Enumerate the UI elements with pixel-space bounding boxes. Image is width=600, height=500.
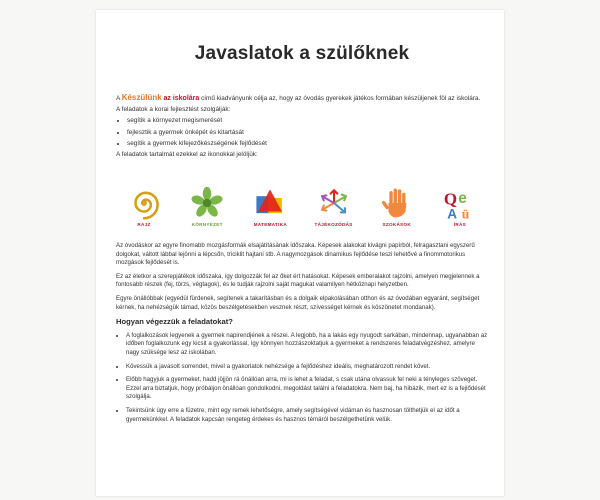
flower-icon — [189, 186, 225, 220]
areas-list — [116, 116, 488, 148]
intro-paragraph: A Készülünk az iskolára című kiadványunk célja az, hogy az óvodás gyerekek játékos formában készüljenek föl az iskolára. — [116, 93, 481, 102]
list-item: • segítik a gyermek kifejezőkészségének fejlődését — [127, 139, 488, 148]
tips-list — [116, 332, 488, 424]
svg-text:A: A — [447, 206, 458, 220]
svg-text:e: e — [458, 190, 467, 207]
list-item: • Tekintsünk úgy erre a füzetre, mint egy remek lehetőségre, amely segítségével vidáman és hasznosan tölthetjük el az időt a gyermekünkkel. A feladatok kapcsán rengeteg érdekes és hasznos témáról beszélgethetünk velük. — [126, 407, 488, 424]
icon-item-iras — [432, 186, 488, 238]
icon-item-szokasok — [369, 186, 425, 238]
brand-school: az iskolára — [163, 95, 200, 102]
document-page — [96, 10, 504, 496]
list-item: • Kövessük a javasolt sorrendet, mivel a gyakorlatok nehézsége a fejlődéshez ideális, meghatározott rendet követ. — [126, 363, 488, 372]
icon-legend — [116, 186, 488, 238]
svg-text:ü: ü — [461, 206, 470, 220]
list-item: • A foglalkozások legyenek a gyermek napirendjének a részei. A legjobb, ha a lakás egy nyugodt sarkában, mindennap, ugyanabban az időben foglalkozunk egy kicsit a gyakorlással, így könnyen hozzászoktatjuk a gyermeket a rendszeres feladatvégzéshez, amelyre nagy szüksége lesz az iskolában. — [126, 332, 488, 358]
svg-text:Q: Q — [443, 189, 458, 209]
icon-item-rajz — [116, 186, 172, 238]
intro-lead: A feladatok a korai fejlesztést szolgálják: — [116, 106, 231, 114]
icon-label: RAJZ — [137, 222, 151, 227]
brand-word: Készülünk — [121, 93, 162, 102]
body-paragraph: Az óvodáskor az egyre finomabb mozgásformák elsajátításának időszaka. Képesek alakokat kivágni papírból, felragasztani egyszerű dolgokat, váltott lábbal lejönni a lépcsőn, triciklit hajtani stb. A nagymozgások dinamikus fejlődése teszi lehetővé a finommotorikus mozgások fejlődését is. — [116, 242, 475, 267]
spiral-icon — [126, 186, 162, 220]
intro-section — [116, 93, 488, 161]
icon-label: KÖRNYEZET — [191, 222, 223, 227]
body-section — [116, 242, 488, 429]
letters-icon — [442, 186, 478, 220]
icon-item-matematika — [242, 186, 298, 238]
body-paragraph: Egyre önállóbbak (egyedül fürdenek, segítenek a takarításban és a dolgaik elpakolásában otthon és az óvodában egyaránt, segítséget kérnek, ha nehézségük támad, közös beszélgetésekben vesznek részt, szívességet kérnek és köszönetet mondanak). — [116, 294, 480, 311]
section-heading: Hogyan végezzük a feladatokat? — [116, 317, 233, 327]
icon-item-kornyezet — [179, 186, 235, 238]
icon-label: TÁJÉKOZÓDÁS — [314, 222, 353, 227]
list-item: • fejlesztik a gyermek önképét és kitartását — [127, 128, 488, 137]
intro-closing: A feladatok tartalmát ezekkel az ikonokkal jelöljük: — [116, 151, 258, 159]
icon-label: MATEMATIKA — [253, 222, 287, 227]
page-title: Javaslatok a szülőknek — [194, 43, 410, 64]
list-item: • Előbb hagyjuk a gyermeket, hadd jöjjön rá önállóan arra, mi is lehet a feladat, s csak utána olvassuk fel neki a tényleges szöveget. Ezzel arra biztatjuk, hogy próbáljon önállóan gondolkodni, megoldást találni a feladatokra. Nem baj, ha hibázik, mert ez is a fejlődését szolgálja. — [126, 376, 488, 402]
arrows-icon — [316, 186, 352, 220]
body-paragraph: Ez az életkor a szerepjátékok időszaka, így dolgozzák fel az őket ért hatásokat. Képesek emberalakot rajzolni, amelyen megjelennek a fontosabb részek (fej, törzs, végtagok), és le tudják rajzolni saját magukat valamilyen hétköznapi helyzetben. — [116, 272, 480, 289]
icon-item-tajekozodas — [306, 186, 362, 238]
icon-label: SZOKÁSOK — [382, 222, 411, 227]
hand-icon — [379, 186, 415, 220]
shapes-icon — [252, 186, 288, 220]
list-item: • segítik a környezet megismerését — [127, 116, 488, 125]
icon-label: ÍRÁS — [453, 222, 467, 227]
